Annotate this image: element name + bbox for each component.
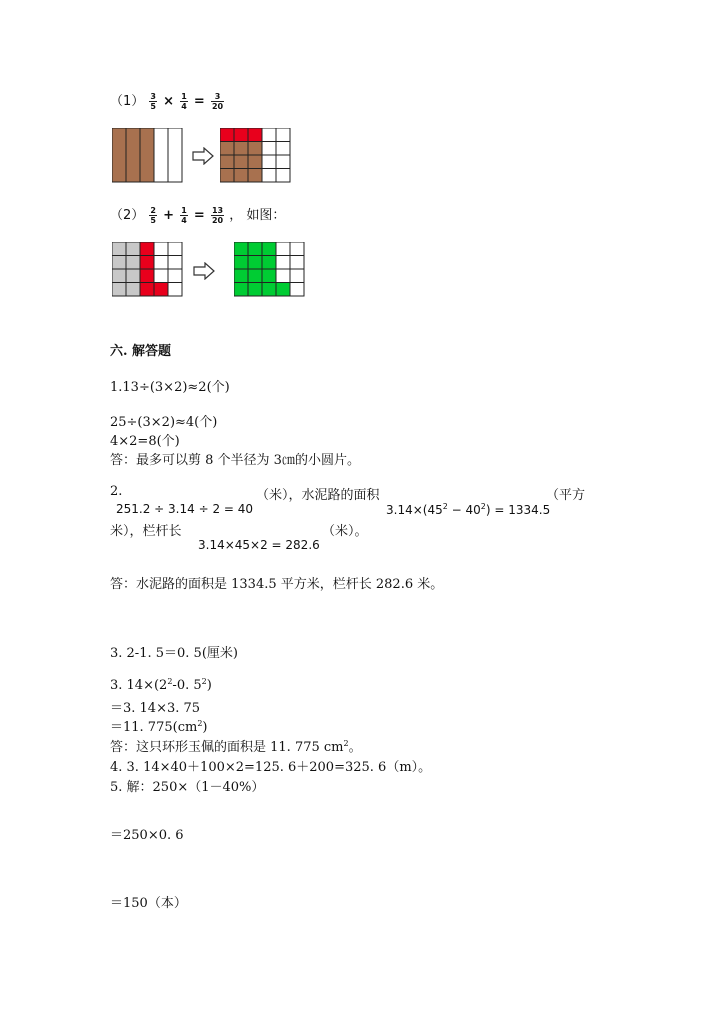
q1-line4: 答：最多可以剪 8 个半径为 3㎝的小圆片。 [110, 453, 360, 468]
q1-line3: 4×2=8(个) [110, 434, 180, 449]
q3-line4: ＝11. $775(cm^2)$ [110, 719, 208, 735]
grid-cell [112, 269, 126, 283]
part1-equation [110, 90, 225, 111]
q3-line3: ＝3. 14×3. 75 [110, 701, 201, 716]
part1-operator: × [163, 94, 175, 109]
grid-cell [262, 242, 276, 256]
grid-cell [276, 283, 290, 297]
white-strip-4 [154, 128, 168, 182]
part2-fraction-b: $\frac{1}{4}$ [181, 206, 187, 225]
section-title: 六. 解答题 [110, 344, 172, 359]
grid-cell [290, 256, 304, 270]
grid-cell [126, 269, 140, 283]
arrow-right-icon [192, 147, 214, 165]
q1-line2: 25÷(3×2)≈4(个) [110, 415, 218, 430]
part2-operator: + [163, 208, 175, 223]
grid-cell [234, 128, 248, 142]
grid-cell [140, 256, 154, 270]
q2-formula2: $3.14\times(45^2 - 40^2) = 1334.5$ [386, 502, 551, 517]
grid-cell [220, 169, 234, 183]
grid-cell [234, 283, 248, 297]
part1-fraction-a: $\frac{3}{5}$ [150, 92, 156, 111]
grid-cell [140, 242, 154, 256]
q5-line3: ＝150（本） [110, 896, 187, 911]
grid-cell [248, 242, 262, 256]
grid-cell [140, 283, 154, 297]
part1-equals: = [193, 94, 205, 109]
grid-cell [290, 269, 304, 283]
q3-line2: 3. $14\times(2^2-0$. $5^2$) [110, 677, 212, 693]
grid-cell [248, 256, 262, 270]
grid-cell [248, 169, 262, 183]
q3-line1: 3. 2-1. 5＝0. 5(厘米) [110, 646, 238, 661]
q1-line1: 1.13÷(3×2)≈2(个) [110, 380, 230, 395]
grid-cell [262, 128, 276, 142]
grid-cell [234, 142, 248, 156]
grid-cell [276, 269, 290, 283]
grid-cell [276, 242, 290, 256]
grid-cell [112, 256, 126, 270]
grid-cell [248, 142, 262, 156]
grid-cell [220, 155, 234, 169]
grid-cell [248, 283, 262, 297]
q5-line1: 5. 解：250×（1－40%） [110, 780, 265, 795]
grid-cell [276, 128, 290, 142]
grid-cell [248, 155, 262, 169]
q2-line2-prefix: 米），栏杆长 [110, 524, 182, 539]
part2-fraction-a: $\frac{2}{5}$ [150, 206, 156, 225]
q2-unit2: （平方 [546, 488, 586, 503]
brown-strip-2 [126, 128, 140, 182]
grid-cell [262, 142, 276, 156]
part2-fraction-c: $\frac{13}{20}$ [211, 206, 224, 225]
part2-right-diagram [234, 242, 306, 297]
grid-cell [262, 269, 276, 283]
grid-cell [276, 169, 290, 183]
part2-equation [110, 204, 285, 225]
part1-label: （1） [110, 94, 145, 109]
grid-cell [126, 283, 140, 297]
part1-fraction-b: $\frac{1}{4}$ [181, 92, 187, 111]
q2-formula1: 251.2 ÷ 3.14 ÷ 2 = 40 [116, 502, 254, 516]
part2-label: （2） [110, 208, 145, 223]
part1-left-diagram [112, 128, 184, 183]
grid-cell [276, 256, 290, 270]
grid-cell [168, 283, 182, 297]
grid-cell [126, 242, 140, 256]
q2-unit1: （米），水泥路的面积 [256, 488, 380, 503]
grid-cell [168, 269, 182, 283]
grid-cell [234, 155, 248, 169]
part2-suffix: ， 如图： [229, 208, 286, 223]
q5-line2: ＝250×0. 6 [110, 828, 184, 843]
brown-strip-3 [140, 128, 154, 182]
grid-cell [234, 256, 248, 270]
part1-right-diagram [220, 128, 292, 183]
q2-answer: 答：水泥路的面积是 1334.5 平方米，栏杆长 282.6 米。 [110, 577, 444, 592]
grid-cell [154, 242, 168, 256]
grid-cell [168, 256, 182, 270]
grid-cell [168, 242, 182, 256]
grid-cell [248, 128, 262, 142]
grid-cell [290, 283, 304, 297]
white-strip-5 [168, 128, 182, 182]
grid-cell [220, 142, 234, 156]
grid-cell [276, 142, 290, 156]
grid-cell [154, 256, 168, 270]
grid-cell [234, 269, 248, 283]
grid-cell [262, 155, 276, 169]
arrow-right-icon [193, 262, 215, 280]
grid-cell [112, 283, 126, 297]
brown-strip-1 [112, 128, 126, 182]
q3-line5: 答：这只环形玉佩的面积是 11. 775 $cm^2$。 [110, 739, 362, 755]
grid-cell [276, 155, 290, 169]
grid-cell [290, 242, 304, 256]
part1-fraction-c: $\frac{3}{20}$ [211, 92, 224, 111]
grid-cell [126, 256, 140, 270]
q2-number: 2. [110, 484, 123, 499]
grid-cell [262, 169, 276, 183]
grid-cell [262, 256, 276, 270]
grid-cell [248, 269, 262, 283]
grid-cell [112, 242, 126, 256]
part2-left-diagram [112, 242, 184, 297]
grid-cell [262, 283, 276, 297]
grid-cell [220, 128, 234, 142]
grid-cell [154, 269, 168, 283]
q2-line2-unit: （米）。 [322, 524, 368, 539]
grid-cell [140, 269, 154, 283]
grid-cell [234, 169, 248, 183]
grid-cell [234, 242, 248, 256]
grid-cell [154, 283, 168, 297]
q4-line1: 4. 3. 14×40＋100×2=125. 6＋200=325. 6（m）。 [110, 760, 432, 775]
q2-formula3: 3.14×45×2 = 282.6 [198, 538, 320, 552]
part2-equals: = [193, 208, 205, 223]
